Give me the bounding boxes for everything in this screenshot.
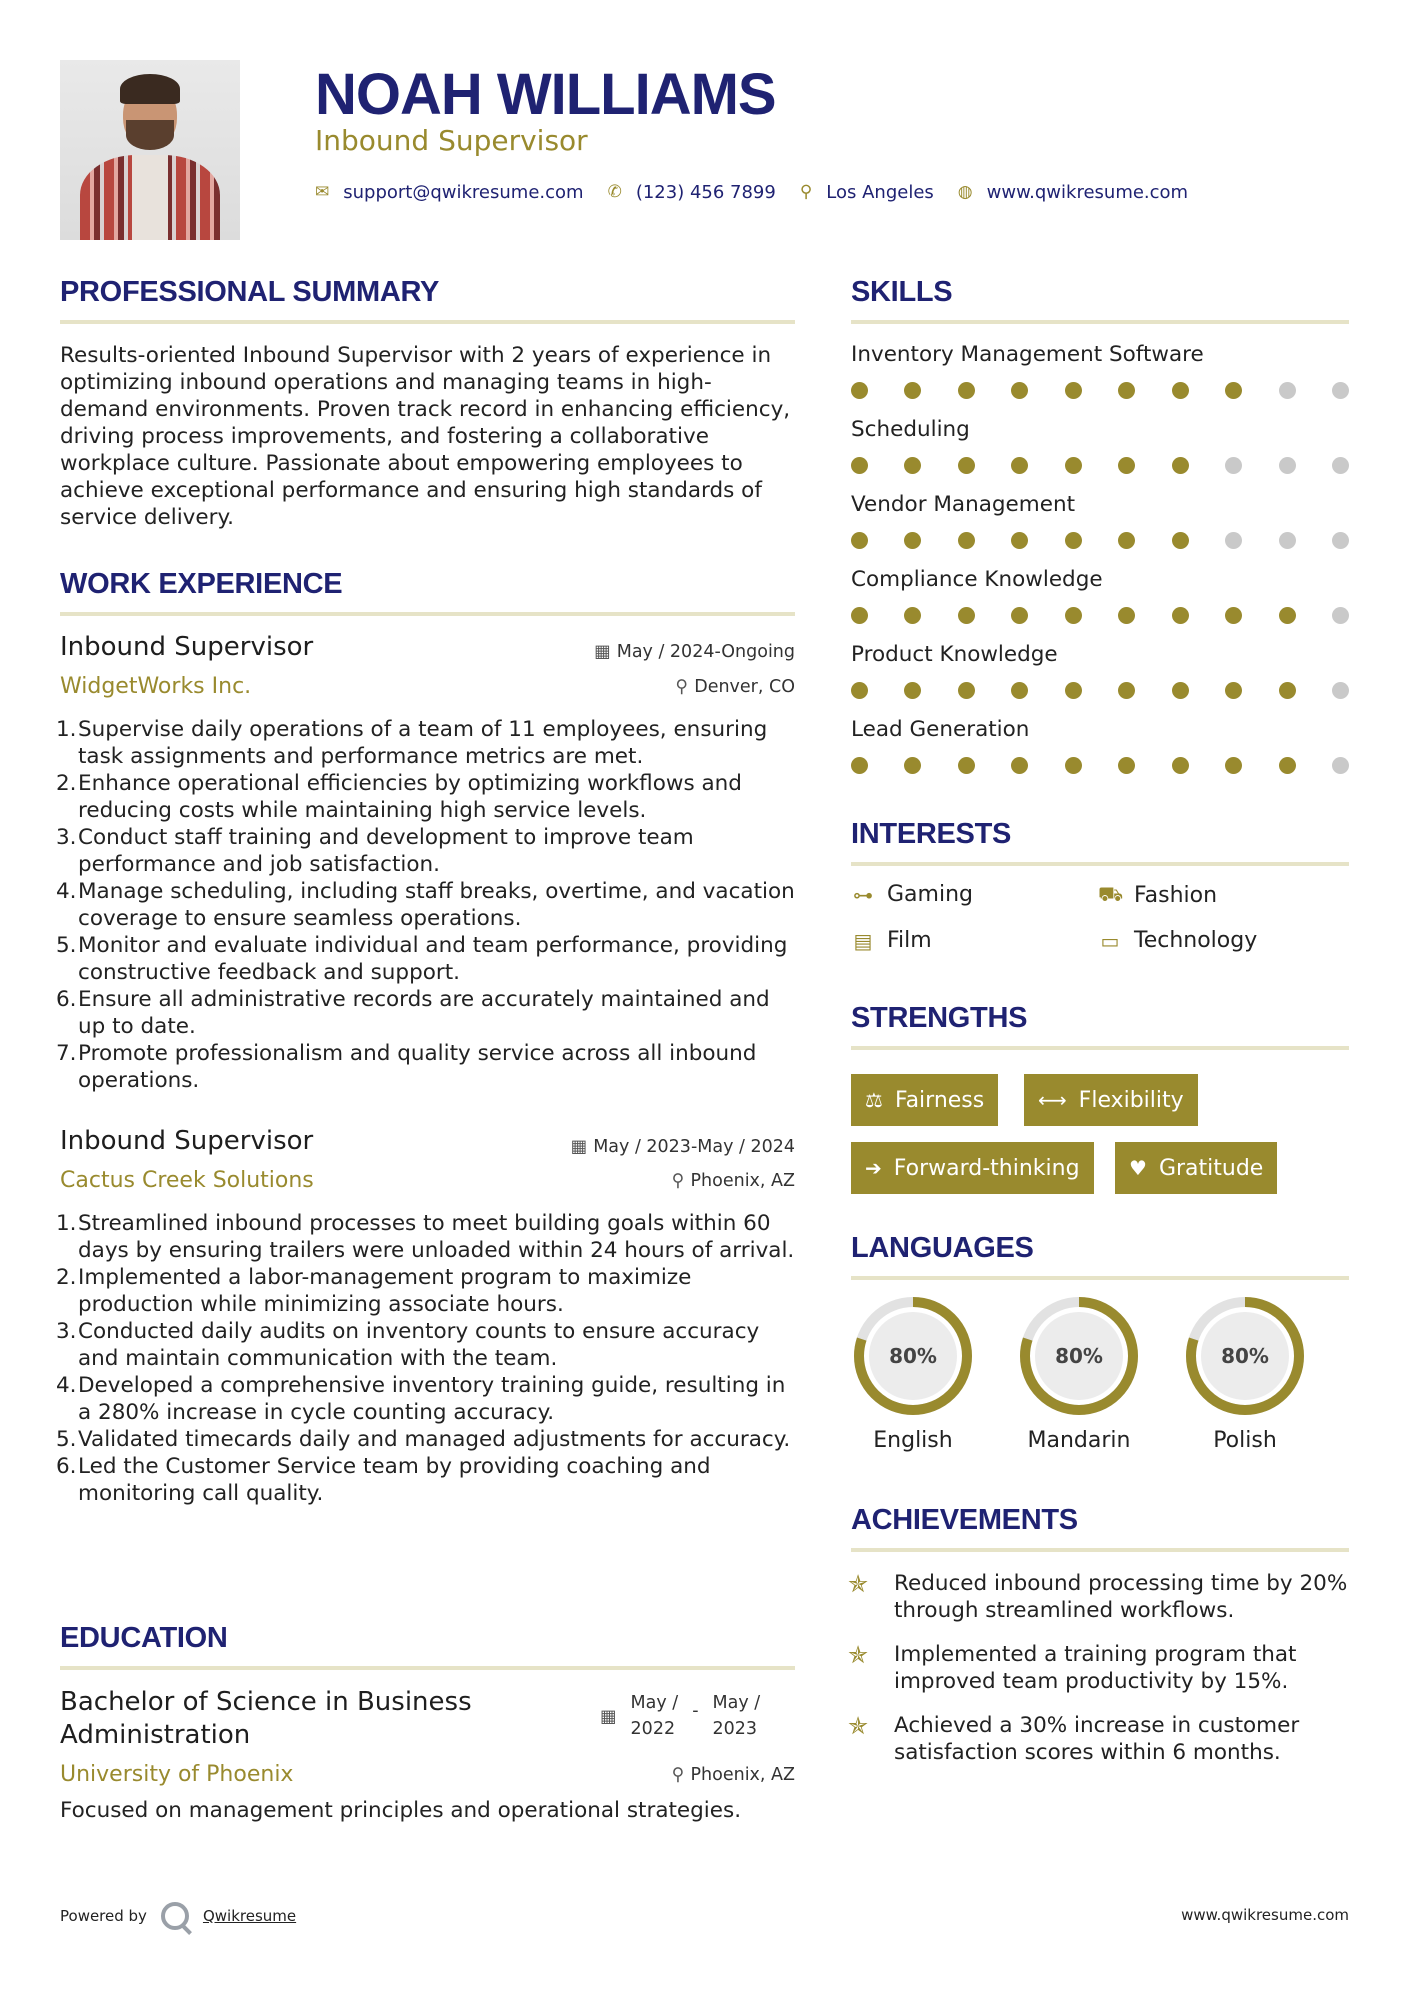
skill-rating: [851, 457, 1349, 475]
strength-fairness: [851, 1074, 998, 1126]
end-month: May /: [712, 1693, 761, 1713]
contact-phone[interactable]: (123) 456 7899: [635, 181, 776, 203]
rating-dot-filled: [1225, 382, 1242, 399]
strength-label: Gratitude: [1158, 1155, 1264, 1181]
bullet-text: Manage scheduling, including staff breaks, overtime, and vacation coverage to ensure seamless operations.: [78, 879, 795, 931]
rating-dot-filled: [904, 607, 921, 624]
list-item: 5. Monitor and evaluate individual and team performance, providing constructive feedback and support.: [56, 933, 788, 985]
star-icon: ✯: [848, 1712, 869, 1740]
rating-dot-filled: [1065, 682, 1082, 699]
education-location-text: Phoenix, AZ: [690, 1765, 795, 1785]
envelope-icon: ✉: [315, 182, 330, 202]
bullet-text: Supervise daily operations of a team of 11 employees, ensuring task assignments and performance metrics are met.: [78, 717, 768, 769]
rating-dot-filled: [851, 682, 868, 699]
rating-dot-empty: [1332, 607, 1349, 624]
skill-name: Lead Generation: [851, 717, 1030, 742]
rating-dot-filled: [1225, 757, 1242, 774]
candidate-name: NOAH WILLIAMS: [315, 62, 776, 127]
rating-dot-empty: [1279, 532, 1296, 549]
interest-label: Gaming: [887, 882, 973, 907]
rating-dot-filled: [1279, 682, 1296, 699]
rating-dot-empty: [1332, 757, 1349, 774]
rating-dot-filled: [1225, 607, 1242, 624]
rating-dot-filled: [851, 607, 868, 624]
achievement-text: Reduced inbound processing time by 20% through streamlined workflows.: [894, 1571, 1348, 1623]
rating-dot-empty: [1332, 457, 1349, 474]
rating-dot-filled: [1011, 682, 1028, 699]
education-end: [713, 1690, 761, 1742]
rating-dot-filled: [1118, 532, 1135, 549]
rating-dot-filled: [1011, 532, 1028, 549]
rating-dot-filled: [1065, 382, 1082, 399]
rating-dot-filled: [904, 757, 921, 774]
bullet-text: Developed a comprehensive inventory training guide, resulting in a 280% increase in cycle counting accuracy.: [78, 1373, 786, 1425]
rating-dot-filled: [1279, 757, 1296, 774]
interests-rule: [851, 862, 1349, 866]
skill-rating: [851, 382, 1349, 400]
rating-dot-filled: [1011, 757, 1028, 774]
rating-dot-filled: [958, 532, 975, 549]
interest-label: Fashion: [1134, 883, 1218, 908]
strength-label: Flexibility: [1078, 1087, 1184, 1113]
skill-rating: [851, 607, 1349, 625]
list-item: 7. Promote professionalism and quality service across all inbound operations.: [56, 1041, 757, 1093]
list-item: 4. Developed a comprehensive inventory training guide, resulting in a 280% increase in cycle counting accuracy.: [56, 1373, 786, 1425]
list-item: 1. Supervise daily operations of a team of 11 employees, ensuring task assignments and performance metrics are met.: [56, 717, 768, 769]
list-item: 3. Conducted daily audits on inventory counts to ensure accuracy and maintain communication with the team.: [56, 1319, 760, 1371]
calendar-icon: ▦: [600, 1707, 617, 1727]
candidate-role: Inbound Supervisor: [315, 124, 588, 157]
globe-icon: ◍: [957, 182, 973, 202]
end-year: 2023: [712, 1719, 758, 1739]
rating-dot-filled: [1065, 457, 1082, 474]
languages-title: LANGUAGES: [851, 1232, 1034, 1264]
pin-icon: ⚲: [671, 1765, 685, 1785]
language-item: [848, 1294, 978, 1453]
rating-dot-filled: [1065, 757, 1082, 774]
achievements-title: ACHIEVEMENTS: [851, 1504, 1078, 1536]
language-percent: 80%: [889, 1344, 937, 1368]
bullet-text: Led the Customer Service team by providing coaching and monitoring call quality.: [78, 1454, 711, 1506]
calendar-icon: ▦: [570, 1137, 588, 1157]
summary-title: PROFESSIONAL SUMMARY: [60, 276, 440, 308]
degree-title: [60, 1686, 472, 1752]
education-start: [631, 1690, 679, 1742]
job-dates: [594, 642, 795, 662]
strength-label: Forward-thinking: [893, 1155, 1080, 1181]
rating-dot-filled: [1172, 457, 1189, 474]
skill-name: Scheduling: [851, 417, 970, 442]
rating-dot-filled: [958, 682, 975, 699]
qwikresume-logo-icon: [161, 1902, 189, 1930]
list-item: 6. Ensure all administrative records are accurately maintained and up to date.: [56, 987, 770, 1039]
rating-dot-empty: [1332, 382, 1349, 399]
rating-dot-filled: [958, 457, 975, 474]
job-location-text: Denver, CO: [694, 677, 795, 697]
rating-dot-filled: [1065, 532, 1082, 549]
job-dates: [571, 1137, 795, 1157]
job-title: Inbound Supervisor: [60, 632, 314, 662]
interests-title: INTERESTS: [851, 818, 1012, 850]
rating-dot-filled: [1279, 607, 1296, 624]
language-item: [1180, 1294, 1310, 1453]
list-item: 2. Implemented a labor-management program to maximize production while minimizing associate hours.: [56, 1265, 692, 1317]
language-name: Mandarin: [1027, 1428, 1131, 1453]
rating-dot-filled: [851, 532, 868, 549]
map-pin-icon: ⚲: [799, 182, 813, 202]
bullet-text: Conducted daily audits on inventory counts to ensure accuracy and maintain communication with the team.: [78, 1319, 760, 1371]
rating-dot-filled: [904, 532, 921, 549]
skill-name: Inventory Management Software: [851, 342, 1204, 367]
language-percent: 80%: [1221, 1344, 1269, 1368]
achievement-item: [848, 1712, 1348, 1766]
interest-label: Technology: [1134, 928, 1258, 953]
languages-rule: [851, 1276, 1349, 1280]
film-icon: ▤: [853, 928, 873, 953]
calendar-icon: ▦: [594, 642, 611, 662]
interest-technology: [1098, 928, 1257, 953]
list-item: 3. Conduct staff training and development to improve team performance and job satisfaction.: [56, 825, 694, 877]
rating-dot-empty: [1332, 532, 1349, 549]
achievement-item: [848, 1641, 1348, 1695]
rating-dot-filled: [1011, 457, 1028, 474]
phone-icon: ✆: [607, 182, 622, 202]
rating-dot-filled: [1118, 757, 1135, 774]
interest-fashion: [1098, 882, 1217, 909]
rating-dot-filled: [851, 757, 868, 774]
contact-email[interactable]: support@qwikresume.com: [343, 181, 584, 203]
bullet-text: Conduct staff training and development to improve team performance and job satisfaction.: [78, 825, 694, 877]
job-bullets: [56, 716, 796, 1094]
experience-title: WORK EXPERIENCE: [60, 568, 343, 600]
interest-film: [851, 928, 932, 953]
achievements-rule: [851, 1548, 1349, 1552]
rating-dot-filled: [958, 607, 975, 624]
job-company: Cactus Creek Solutions: [60, 1168, 314, 1193]
rating-dot-filled: [1011, 607, 1028, 624]
rating-dot-empty: [1225, 532, 1242, 549]
rating-dot-filled: [1172, 757, 1189, 774]
bullet-text: Implemented a labor-management program to maximize production while minimizing associate hours.: [78, 1265, 692, 1317]
interest-gaming: [851, 882, 973, 907]
job-location: [672, 1171, 795, 1191]
bullet-text: Streamlined inbound processes to meet building goals within 60 days by ensuring trailers were unloaded within 24 hours of arrival.: [78, 1211, 795, 1263]
skill-name: Compliance Knowledge: [851, 567, 1103, 592]
language-item: [1014, 1294, 1144, 1453]
laptop-icon: ▭: [1100, 928, 1120, 953]
job-company: WidgetWorks Inc.: [60, 674, 252, 699]
star-icon: ✯: [848, 1570, 869, 1598]
star-icon: ✯: [848, 1641, 869, 1669]
bullet-text: Validated timecards daily and managed adjustments for accuracy.: [78, 1427, 791, 1452]
rating-dot-filled: [1011, 382, 1028, 399]
rating-dot-filled: [851, 457, 868, 474]
skill-rating: [851, 757, 1349, 775]
skills-rule: [851, 320, 1349, 324]
rating-dot-filled: [904, 682, 921, 699]
list-item: 6. Led the Customer Service team by providing coaching and monitoring call quality.: [56, 1454, 711, 1506]
achievement-text: Implemented a training program that improved team productivity by 15%.: [894, 1642, 1297, 1694]
rating-dot-filled: [1065, 607, 1082, 624]
date-dash: -: [692, 1701, 699, 1721]
powered-by-text: Powered by: [60, 1907, 147, 1925]
rating-dot-filled: [1118, 382, 1135, 399]
brand-link[interactable]: Qwikresume: [202, 1907, 297, 1925]
rating-dot-empty: [1279, 382, 1296, 399]
rating-dot-empty: [1279, 457, 1296, 474]
rating-dot-empty: [1225, 457, 1242, 474]
list-item: 4. Manage scheduling, including staff breaks, overtime, and vacation coverage to ensure seamless operations.: [56, 879, 795, 931]
strengths-rule: [851, 1046, 1349, 1050]
pin-icon: ⚲: [675, 677, 689, 697]
rating-dot-filled: [1118, 607, 1135, 624]
footer-url[interactable]: www.qwikresume.com: [1181, 1906, 1349, 1924]
achievement-text: Achieved a 30% increase in customer satisfaction scores within 6 months.: [894, 1713, 1300, 1765]
gamepad-icon: ⊶: [853, 882, 873, 907]
heart-icon: ♥: [1129, 1156, 1147, 1180]
arrow-right-icon: ➔: [865, 1156, 882, 1180]
education-description: Focused on management principles and operational strategies.: [60, 1798, 742, 1823]
skills-title: SKILLS: [851, 276, 953, 308]
rating-dot-filled: [958, 382, 975, 399]
bullet-text: Promote professionalism and quality service across all inbound operations.: [78, 1041, 757, 1093]
bullet-text: Ensure all administrative records are accurately maintained and up to date.: [78, 987, 770, 1039]
job-dates-text: May / 2023-May / 2024: [593, 1137, 795, 1157]
skill-name: Product Knowledge: [851, 642, 1058, 667]
strength-gratitude: [1115, 1142, 1277, 1194]
school-name: University of Phoenix: [60, 1762, 294, 1787]
rating-dot-filled: [1172, 682, 1189, 699]
education-title: EDUCATION: [60, 1622, 228, 1654]
language-percent: 80%: [1055, 1344, 1103, 1368]
rating-dot-filled: [1172, 382, 1189, 399]
language-name: Polish: [1213, 1428, 1277, 1453]
arrows-icon: ⟷: [1038, 1088, 1067, 1112]
bullet-text: Monitor and evaluate individual and team performance, providing constructive feedback and support.: [78, 933, 788, 985]
rating-dot-filled: [958, 757, 975, 774]
bullet-text: Enhance operational efficiencies by optimizing workflows and reducing costs while maintaining high service levels.: [78, 771, 742, 823]
language-name: English: [873, 1428, 953, 1453]
skill-rating: [851, 682, 1349, 700]
strength-label: Fairness: [894, 1087, 985, 1113]
rating-dot-filled: [1172, 607, 1189, 624]
strengths-title: STRENGTHS: [851, 1002, 1028, 1034]
strength-flexibility: [1024, 1074, 1198, 1126]
strength-forward-thinking: [851, 1142, 1094, 1194]
interest-label: Film: [887, 928, 932, 953]
list-item: 5. Validated timecards daily and managed adjustments for accuracy.: [56, 1427, 791, 1452]
summary-text: Results-oriented Inbound Supervisor with 2 years of experience in optimizing inbound operations and managing teams in high-demand environments. Proven track record in enhancing efficiency, driving process improvements, and fostering a collaborative workplace culture. Passionate about empowering employees to achieve exceptional performance and ensuring high standards of service delivery.: [60, 343, 791, 530]
rating-dot-filled: [1225, 682, 1242, 699]
rating-dot-filled: [904, 382, 921, 399]
powered-by: [60, 1902, 296, 1930]
rating-dot-filled: [1118, 457, 1135, 474]
rating-dot-filled: [904, 457, 921, 474]
skill-name: Vendor Management: [851, 492, 1075, 517]
contact-website[interactable]: www.qwikresume.com: [986, 181, 1189, 203]
list-item: 2. Enhance operational efficiencies by optimizing workflows and reducing costs while maintaining high service levels.: [56, 771, 742, 823]
job-title: Inbound Supervisor: [60, 1126, 314, 1156]
education-rule: [60, 1666, 795, 1670]
scale-icon: ⚖: [865, 1088, 883, 1112]
job-location-text: Phoenix, AZ: [690, 1171, 795, 1191]
job-location: [675, 677, 795, 697]
job-dates-text: May / 2024-Ongoing: [616, 642, 795, 662]
bag-icon: ⛟: [1098, 882, 1124, 906]
achievement-item: [848, 1570, 1348, 1624]
rating-dot-filled: [1172, 532, 1189, 549]
education-dates: [600, 1690, 760, 1742]
degree-line-1: Bachelor of Science in Business: [60, 1687, 472, 1717]
rating-dot-filled: [851, 382, 868, 399]
job-bullets: [56, 1210, 796, 1507]
rating-dot-filled: [1118, 682, 1135, 699]
pin-icon: ⚲: [671, 1171, 685, 1191]
degree-line-2: Administration: [60, 1720, 251, 1750]
start-month: May /: [630, 1693, 679, 1713]
list-item: 1. Streamlined inbound processes to meet building goals within 60 days by ensuring trailers were unloaded within 24 hours of arrival.: [56, 1211, 795, 1263]
education-location: [672, 1765, 795, 1785]
start-year: 2022: [630, 1719, 676, 1739]
contact-location: Los Angeles: [826, 181, 934, 203]
skill-rating: [851, 532, 1349, 550]
rating-dot-empty: [1332, 682, 1349, 699]
